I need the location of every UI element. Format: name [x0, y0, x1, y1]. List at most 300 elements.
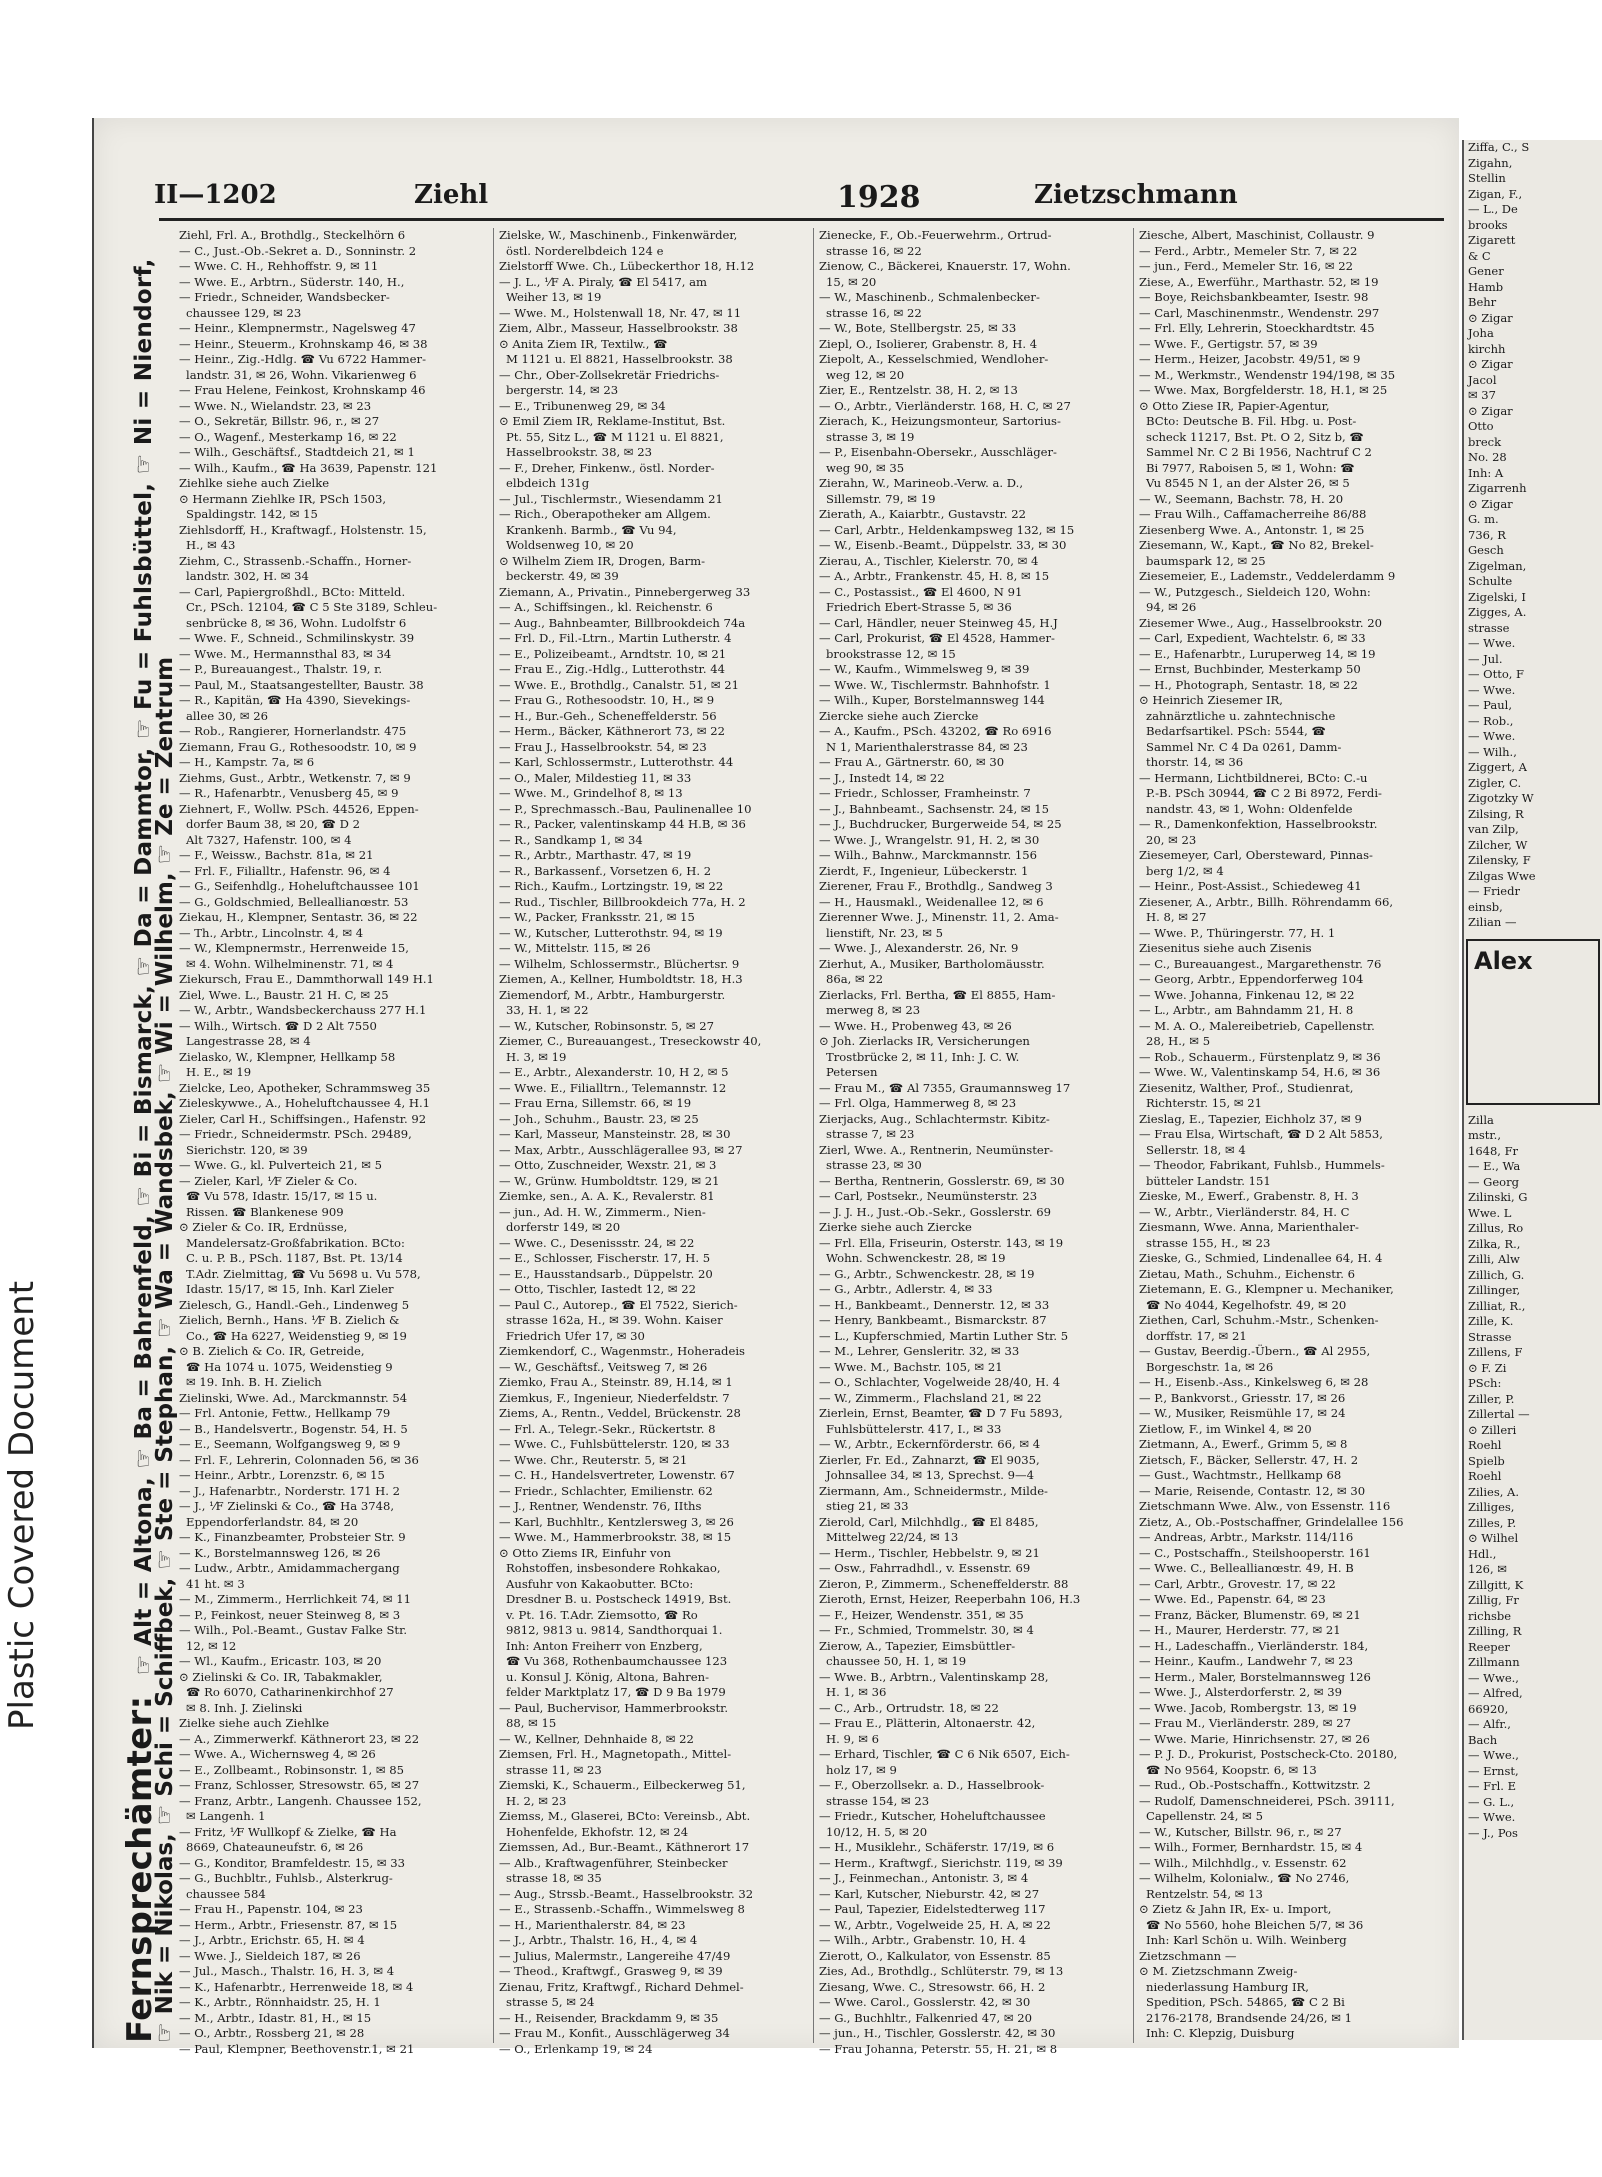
directory-entry: Inh: A: [1468, 465, 1504, 480]
directory-entry: ⊙ M. Zietzschmann Zweig-: [1139, 1964, 1298, 1978]
directory-entry: H. 8, ✉ 27: [1146, 910, 1207, 924]
directory-entry: — Wwe. M., Hammerbrookstr. 38, ✉ 15: [499, 1530, 732, 1544]
directory-entry: — Wwe. M., Hermannsthal 83, ✉ 34: [179, 646, 392, 661]
directory-entry: Zillich, G.: [1468, 1267, 1525, 1282]
directory-entry: Zilies, A.: [1468, 1484, 1520, 1499]
directory-entry: ✉ 19. Inh. B. H. Zielich: [186, 1375, 322, 1389]
directory-entry: ⊙ Joh. Zierlacks IR, Versicherungen: [819, 1034, 1030, 1048]
directory-entry: van Zilp,: [1468, 822, 1519, 836]
directory-entry: — jun., H., Tischler, Gosslerstr. 42, ✉ 30: [819, 2026, 1056, 2040]
directory-entry: ☎ Vu 368, Rothenbaumchaussee 123: [506, 1654, 728, 1668]
directory-entry: Hdl.,: [1468, 1546, 1497, 1561]
directory-entry: — Wilhelm, Kolonialw., ☎ No 2746,: [1139, 1871, 1350, 1885]
directory-entry: Zilles, P.: [1468, 1515, 1517, 1530]
directory-entry: — L., Arbtr., am Bahndamm 21, H. 8: [1139, 1003, 1354, 1017]
directory-entry: zahnärztliche u. zahntechnische: [1146, 708, 1336, 723]
directory-entry: baumspark 12, ✉ 25: [1146, 553, 1266, 568]
directory-entry: strasse 16, ✉ 22: [826, 305, 922, 320]
directory-entry: — Th., Arbtr., Lincolnstr. 4, ✉ 4: [179, 925, 364, 940]
directory-entry: — P., Eisenbahn-Obersekr., Ausschläger-: [819, 445, 1057, 459]
directory-entry: 86a, ✉ 22: [826, 972, 884, 986]
directory-entry: Ziesenberg Wwe. A., Antonstr. 1, ✉ 25: [1139, 522, 1365, 537]
directory-entry: — Wwe. C., Desenissstr. 24, ✉ 22: [499, 1235, 695, 1250]
directory-entry: — Wwe. Chr., Reuterstr. 5, ✉ 21: [499, 1452, 688, 1467]
directory-entry: — Frau M., Konfit., Ausschlägerweg 34: [499, 2026, 730, 2040]
directory-entry: 41 ht. ✉ 3: [186, 1576, 245, 1591]
directory-entry: 66920,: [1468, 1701, 1509, 1716]
directory-entry: Ziemen, A., Kellner, Humboldtstr. 18, H.3: [499, 972, 743, 986]
directory-entry: — J., Buchdrucker, Burgerweide 54, ✉ 25: [819, 817, 1062, 831]
directory-entry: — G. L.,: [1468, 1794, 1515, 1809]
directory-entry: — Otto, F: [1468, 667, 1525, 681]
directory-entry: — H., Reisender, Brackdamm 9, ✉ 35: [499, 2010, 719, 2025]
directory-entry: P.-B. PSch 30944, ☎ C 2 Bi 8972, Ferdi-: [1146, 786, 1382, 800]
directory-entry: — Wilh., Kaufm., ☎ Ha 3639, Papenstr. 121: [179, 460, 438, 475]
directory-entry: — Ludw., Arbtr., Amidammachergang: [179, 1561, 400, 1575]
directory-entry: — Wwe. C., Fuhlsbüttelerstr. 120, ✉ 33: [499, 1437, 730, 1451]
directory-entry: merweg 8, ✉ 23: [826, 1003, 921, 1017]
directory-entry: nandstr. 43, ✉ 1, Wohn: Oldenfelde: [1146, 801, 1353, 816]
directory-entry: ⊙ Otto Ziese IR, Papier-Agentur,: [1139, 398, 1330, 413]
directory-entry: — jun., Ad. H. W., Zimmerm., Nien-: [499, 1204, 706, 1219]
directory-entry: — O., Erlenkamp 19, ✉ 24: [499, 2041, 653, 2056]
directory-entry: ⊙ B. Zielich & Co. IR, Getreide,: [179, 1344, 365, 1358]
directory-entry: Zillus, Ro: [1468, 1221, 1524, 1235]
directory-entry: — Heinr., Steuerm., Krohnskamp 46, ✉ 38: [179, 336, 428, 351]
directory-entry: Zilcher, W: [1468, 837, 1528, 852]
directory-entry: Zielske, W., Maschinenb., Finkenwärder,: [499, 228, 738, 242]
directory-entry: — E., Seemann, Wolfgangsweg 9, ✉ 9: [179, 1437, 401, 1451]
directory-entry: Zielesch, G., Handl.-Geh., Lindenweg 5: [179, 1297, 410, 1312]
directory-entry: Wohn. Schwenckestr. 28, ✉ 19: [826, 1251, 1006, 1265]
directory-entry: — Wwe. C., Belleallianœstr. 49, H. B: [1139, 1561, 1354, 1575]
directory-entry: Zilsing, R: [1468, 806, 1524, 821]
directory-entry: Zienow, C., Bäckerei, Knauerstr. 17, Wohn.: [819, 259, 1071, 273]
directory-entry: Joha: [1468, 326, 1494, 340]
directory-entry: — K., Borstelmannsweg 126, ✉ 26: [179, 1545, 381, 1560]
directory-entry: Reeper: [1468, 1639, 1510, 1654]
directory-entry: ✉ 4. Wohn. Wilhelminenstr. 71, ✉ 4: [186, 956, 394, 971]
directory-entry: Ziehnert, F., Wollw. PSch. 44526, Eppen-: [179, 801, 419, 816]
directory-entry: — G., Konditor, Bramfeldestr. 15, ✉ 33: [179, 1855, 406, 1870]
directory-entry: — Boye, Reichsbankbeamter, Isestr. 98: [1139, 290, 1369, 304]
directory-entry: Roehl: [1468, 1438, 1502, 1452]
directory-entry: — Paul, Tapezier, Eidelstedterweg 117: [819, 1902, 1046, 1916]
directory-entry: Zillens, F: [1468, 1345, 1523, 1359]
directory-entry: — Frau M., ☎ Al 7355, Graumannsweg 17: [819, 1080, 1071, 1095]
directory-column-2: [499, 228, 807, 2056]
directory-entry: ⊙ Anita Ziem IR, Textilw., ☎: [499, 336, 668, 351]
directory-entry: einsb,: [1468, 899, 1503, 914]
directory-entry: Fuhlsbüttelerstr. 417, I., ✉ 33: [826, 1421, 1002, 1436]
directory-entry: breck: [1468, 434, 1502, 449]
directory-entry: Alt 7327, Hafenstr. 100, ✉ 4: [186, 832, 352, 847]
directory-entry: Capellenstr. 24, ✉ 5: [1146, 1809, 1263, 1823]
directory-entry: — Friedr., Schlosser, Framheinstr. 7: [819, 786, 1031, 800]
directory-entry: Zierener, Frau F., Brothdlg., Sandweg 3: [819, 879, 1053, 893]
directory-entry: Zielich, Bernh., Hans. ⅟F B. Zielich &: [179, 1313, 400, 1327]
directory-entry: — Frau Erna, Sillemstr. 66, ✉ 19: [499, 1096, 692, 1110]
directory-entry: 1648, Fr: [1468, 1143, 1519, 1158]
directory-entry: — Wilhelm, Schlossermstr., Blüchertsr. 9: [499, 956, 740, 971]
directory-entry: — C. H., Handelsvertreter, Lowenstr. 67: [499, 1468, 735, 1482]
directory-entry: — Wwe. Max, Borgfelderstr. 18, H.1, ✉ 25: [1139, 383, 1388, 397]
directory-entry: — H., Photograph, Sentastr. 18, ✉ 22: [1139, 677, 1358, 692]
directory-entry: — Wwe.: [1468, 1810, 1516, 1824]
directory-entry: — H., Bankbeamt., Dennerstr. 12, ✉ 33: [819, 1297, 1050, 1312]
directory-entry: Ziemann, Frau G., Rothesoodstr. 10, ✉ 9: [179, 739, 417, 754]
directory-entry: — Otto, Tischler, Iastedt 12, ✉ 22: [499, 1282, 697, 1296]
directory-entry: Zillinger,: [1468, 1283, 1521, 1297]
directory-entry: Ziermann, Am., Schneidermstr., Milde-: [819, 1483, 1048, 1498]
directory-entry: — Wwe. F., Schneid., Schmilinskystr. 39: [179, 631, 415, 645]
directory-entry: Eppendorferlandstr. 84, ✉ 20: [186, 1514, 359, 1529]
directory-entry: Sellerstr. 18, ✉ 4: [1146, 1142, 1246, 1157]
directory-entry: — Erhard, Tischler, ☎ C 6 Nik 6507, Eich-: [819, 1747, 1070, 1761]
directory-entry: Zillig, Fr: [1468, 1593, 1519, 1607]
directory-entry: Ziemski, K., Schauerm., Eilbeckerweg 51,: [499, 1778, 746, 1792]
page-header: [154, 180, 1444, 216]
directory-entry: — Wilh., Former, Bernhardstr. 15, ✉ 4: [1139, 1840, 1363, 1854]
directory-entry: — A., Schiffsingen., kl. Reichenstr. 6: [499, 600, 713, 614]
directory-entry: — E., Tribunenweg 29, ✉ 34: [499, 398, 666, 413]
directory-entry: Zilinski, G: [1468, 1190, 1528, 1204]
directory-entry: — Wilh.,: [1468, 744, 1517, 759]
directory-entry: — Chr., Ober-Zollsekretär Friedrichs-: [499, 367, 720, 382]
directory-entry: — Wwe. M., Bachstr. 105, ✉ 21: [819, 1359, 1003, 1374]
next-page-entries-bottom: [1464, 1113, 1602, 1842]
directory-entry: — J., Arbtr., Erichstr. 65, H. ✉ 4: [179, 1933, 365, 1947]
page-number: II—1202: [154, 180, 277, 210]
directory-entry: — Wwe. E., Arbtrn., Süderstr. 140, H.,: [179, 274, 405, 289]
directory-entry: 2176-2178, Brandsende 24/26, ✉ 1: [1146, 2010, 1352, 2025]
directory-entry: 126, ✉: [1468, 1562, 1507, 1576]
directory-entry: Ziemssen, Ad., Bur.-Beamt., Käthnerort 17: [499, 1840, 750, 1854]
directory-entry: — Wwe. J., Sieldeich 187, ✉ 26: [179, 1948, 361, 1963]
directory-entry: — E., Strassenb.-Schaffn., Wimmelsweg 8: [499, 1902, 745, 1916]
directory-entry: — L., Kupferschmied, Martin Luther Str. 5: [819, 1328, 1069, 1343]
directory-entry: Friedrich Ufer 17, ✉ 30: [506, 1328, 645, 1343]
directory-entry: — Frl. Antonie, Fettw., Hellkamp 79: [179, 1406, 391, 1420]
directory-entry: chaussee 129, ✉ 23: [186, 305, 302, 320]
directory-entry: ✉ Langenh. 1: [186, 1809, 266, 1823]
directory-entry: ⊙ Zietz & Jahn IR, Ex- u. Import,: [1139, 1902, 1332, 1916]
directory-entry: Inh: Anton Freiherr von Enzberg,: [506, 1638, 703, 1653]
directory-entry: Spedition, PSch. 54865, ☎ C 2 Bi: [1146, 1995, 1345, 2009]
directory-entry: Ziems, A., Rentn., Veddel, Brückenstr. 28: [499, 1406, 741, 1420]
directory-entry: Zierahn, W., Marineob.-Verw. a. D.,: [819, 476, 1024, 490]
directory-entry: — H., Ladeschaffn., Vierländerstr. 184,: [1139, 1638, 1369, 1653]
directory-entry: — Frau J., Hasselbrookstr. 54, ✉ 23: [499, 739, 707, 754]
directory-entry: ✉ 37: [1468, 388, 1496, 402]
directory-entry: — A., Zimmerwerkf. Käthnerort 23, ✉ 22: [179, 1731, 420, 1746]
directory-entry: — Fritz, ⅟F Wullkopf & Zielke, ☎ Ha: [179, 1824, 397, 1839]
directory-entry: — Wwe.: [1468, 729, 1516, 743]
directory-entry: — Friedr., Kutscher, Hoheluftchaussee: [819, 1809, 1046, 1823]
directory-entry: Bach: [1468, 1732, 1498, 1747]
directory-entry: Zigarrenh: [1468, 481, 1527, 495]
directory-entry: Zillmann: [1468, 1655, 1520, 1669]
directory-entry: — Carl, Postsekr., Neumünsterstr. 23: [819, 1189, 1038, 1203]
directory-entry: Zigarett: [1468, 233, 1516, 247]
directory-entry: Mandelersatz-Großfabrikation. BCto:: [186, 1235, 405, 1250]
directory-entry: — Georg, Arbtr., Eppendorferweg 104: [1139, 972, 1364, 986]
header-rule: [159, 218, 1444, 221]
directory-entry: Zierold, Carl, Milchhdlg., ☎ El 8485,: [819, 1514, 1039, 1529]
directory-entry: — J. L., ⅟F A. Piraly, ☎ El 5417, am: [499, 274, 708, 289]
directory-entry: ☎ Vu 578, Idastr. 15/17, ✉ 15 u.: [186, 1189, 378, 1203]
directory-entry: — Wwe. Carol., Gosslerstr. 42, ✉ 30: [819, 1995, 1031, 2009]
directory-entry: H. 1, ✉ 36: [826, 1685, 887, 1699]
directory-entry: — M., Lehrer, Gensleritr. 32, ✉ 33: [819, 1344, 1020, 1358]
directory-entry: Cr., PSch. 12104, ☎ C 5 Ste 3189, Schleu-: [186, 600, 438, 614]
directory-entry: 15, ✉ 20: [826, 274, 877, 289]
directory-entry: strasse 155, H., ✉ 23: [1146, 1235, 1271, 1250]
directory-entry: Zieleskywwe., A., Hoheluftchaussee 4, H.1: [179, 1096, 431, 1110]
directory-entry: — E., Polizeibeamt., Arndtstr. 10, ✉ 21: [499, 646, 727, 661]
directory-entry: Ziehm, C., Strassenb.-Schaffn., Horner-: [179, 553, 412, 568]
directory-entry: — J., Pos: [1468, 1825, 1518, 1840]
directory-entry: Zigler, C.: [1468, 775, 1522, 790]
directory-entry: — H., Musiklehr., Schäferstr. 17/19, ✉ 6: [819, 1840, 1055, 1854]
directory-entry: Zietlow, F., im Winkel 4, ✉ 20: [1139, 1421, 1312, 1436]
directory-entry: Zigan, F.,: [1468, 186, 1523, 201]
directory-entry: — Andreas, Arbtr., Markstr. 114/116: [1139, 1530, 1354, 1544]
directory-entry: — J., Arbtr., Thalstr. 16, H., 4, ✉ 4: [499, 1933, 698, 1947]
directory-entry: Zilla: [1468, 1112, 1494, 1127]
directory-entry: H. 3, ✉ 19: [506, 1049, 567, 1064]
directory-entry: — M., Arbtr., Idastr. 81, H., ✉ 15: [179, 2010, 372, 2025]
directory-entry: ⊙ Hermann Ziehlke IR, PSch 1503,: [179, 491, 387, 506]
directory-entry: — Frl. Ella, Friseurin, Osterstr. 143, ✉ 19: [819, 1235, 1064, 1250]
directory-entry: — Heinr., Zig.-Hdlg. ☎ Vu 6722 Hammer-: [179, 352, 427, 366]
directory-entry: — Frl. D., Fil.-Ltrn., Martin Lutherstr. 4: [499, 631, 732, 645]
directory-entry: Zigahn,: [1468, 155, 1513, 170]
directory-entry: ⊙ Zigar: [1468, 357, 1513, 371]
directory-entry: Zierlacks, Frl. Bertha, ☎ El 8855, Ham-: [819, 987, 1056, 1002]
directory-entry: strasse 18, ✉ 35: [506, 1871, 602, 1885]
directory-entry: ⊙ F. Zi: [1468, 1360, 1507, 1375]
directory-entry: — O., Wagenf., Mesterkamp 16, ✉ 22: [179, 429, 397, 444]
directory-entry: Strasse: [1468, 1329, 1512, 1344]
directory-entry: ☎ No 4044, Kegelhofstr. 49, ✉ 20: [1146, 1297, 1347, 1312]
directory-entry: 20, ✉ 23: [1146, 832, 1197, 847]
directory-entry: Ziemann, A., Privatin., Pinnebergerweg 33: [499, 584, 751, 599]
directory-entry: — Franz, Arbtr., Langenh. Chaussee 152,: [179, 1793, 422, 1808]
directory-entry: — J., Rentner, Wendenstr. 76, IIths: [499, 1499, 702, 1513]
directory-entry: — W., Klempnermstr., Herrenweide 15,: [179, 941, 409, 955]
directory-entry: Behr: [1468, 295, 1497, 309]
directory-entry: — Friedr., Schneider, Wandsbecker-: [179, 290, 390, 304]
directory-entry: — Jul.: [1468, 651, 1503, 666]
directory-entry: Richterstr. 15, ✉ 21: [1146, 1096, 1262, 1110]
directory-entry: brookstrasse 12, ✉ 15: [826, 646, 956, 661]
directory-entry: Zielcke, Leo, Apotheker, Schrammsweg 35: [179, 1080, 431, 1095]
directory-entry: Woldsenweg 10, ✉ 20: [506, 538, 634, 552]
binding-margin: [0, 0, 88, 2177]
directory-entry: Zieroth, Ernst, Heizer, Reeperbahn 106, H.3: [819, 1592, 1081, 1606]
directory-entry: — Wwe. W., Valentinskamp 54, H.6, ✉ 36: [1139, 1065, 1381, 1079]
directory-entry: G. m.: [1468, 512, 1499, 526]
directory-entry: ⊙ Wilhelm Ziem IR, Drogen, Barm-: [499, 553, 706, 568]
header-left-word: Ziehl: [414, 180, 489, 210]
directory-entry: — Frl. A., Telegr.-Sekr., Rückertstr. 8: [499, 1421, 716, 1436]
directory-entry: — Wilh., Kuper, Borstelmannsweg 144: [819, 693, 1045, 707]
directory-entry: Zilliat, R.,: [1468, 1298, 1526, 1313]
directory-entry: — Theodor, Fabrikant, Fuhlsb., Hummels-: [1139, 1158, 1385, 1172]
directory-entry: strasse 7, ✉ 23: [826, 1127, 915, 1141]
directory-entry: — Wwe. H., Probenweg 43, ✉ 26: [819, 1018, 1012, 1033]
directory-entry: Zienau, Fritz, Kraftwgf., Richard Dehmel-: [499, 1979, 744, 1994]
directory-page: [92, 118, 1459, 2056]
directory-entry: Hamb: [1468, 279, 1504, 294]
directory-entry: Zietschmann Wwe. Alw., von Essenstr. 116: [1139, 1499, 1391, 1513]
directory-entry: — O., Maler, Mildestieg 11, ✉ 33: [499, 770, 692, 785]
directory-entry: — G., Arbtr., Adlerstr. 4, ✉ 33: [819, 1282, 993, 1296]
directory-entry: niederlassung Hamburg IR,: [1146, 1979, 1309, 1994]
directory-entry: — Wwe.: [1468, 636, 1516, 650]
directory-entry: Zillertal —: [1468, 1407, 1530, 1421]
directory-entry: — Paul C., Autorep., ☎ El 7522, Sierich-: [499, 1297, 738, 1312]
directory-entry: — Karl, Schlossermstr., Lutterothstr. 44: [499, 755, 734, 769]
directory-entry: — E., Hausstandsarb., Düppelstr. 20: [499, 1266, 713, 1281]
directory-entry: — Herm., Tischler, Hebbelstr. 9, ✉ 21: [819, 1545, 1040, 1560]
directory-entry: — M. A. O., Malereibetrieb, Capellenstr.: [1139, 1018, 1375, 1033]
directory-columns: [179, 228, 1449, 2056]
directory-entry: Sammel Nr. C 4 Da 0261, Damm-: [1146, 739, 1342, 754]
directory-entry: Spaldingstr. 142, ✉ 15: [186, 507, 318, 521]
directory-entry: — C., Postschaffn., Steilshooperstr. 161: [1139, 1545, 1371, 1560]
exchange-legend: [114, 258, 178, 2048]
directory-entry: Zieron, P., Zimmerm., Scheneffelderstr. 88: [819, 1576, 1069, 1591]
directory-entry: — Bertha, Rentnerin, Gosslerstr. 69, ✉ 30: [819, 1173, 1065, 1188]
directory-entry: — W., Arbtr., Wandsbeckerchauss 277 H.1: [179, 1003, 427, 1017]
directory-entry: ⊙ Zigar: [1468, 403, 1513, 418]
directory-entry: Co., ☎ Ha 6227, Weidenstieg 9, ✉ 19: [186, 1328, 407, 1343]
directory-entry: Ziepl, O., Isolierer, Grabenstr. 8, H. 4: [819, 336, 1038, 351]
directory-entry: — Wwe. J., Wrangelstr. 91, H. 2, ✉ 30: [819, 832, 1040, 847]
directory-entry: Zielasko, W., Klempner, Hellkamp 58: [179, 1049, 396, 1064]
directory-entry: Hohenfelde, Ekhofstr. 12, ✉ 24: [506, 1824, 689, 1839]
directory-entry: — Herm., Kraftwgf., Sierichstr. 119, ✉ 39: [819, 1855, 1063, 1870]
directory-entry: Sammel Nr. C 2 Bi 1956, Nachtruf C 2: [1146, 445, 1372, 459]
directory-entry: Ziemer, C., Bureauangest., Treseckowstr 40,: [499, 1034, 762, 1048]
directory-entry: — Heinr., Klempnermstr., Nagelsweg 47: [179, 321, 416, 335]
directory-entry: — Frau E., Zig.-Hdlg., Lutterothstr. 44: [499, 662, 725, 676]
directory-entry: u. Konsul J. König, Altona, Bahren-: [506, 1669, 710, 1684]
directory-entry: Ziese, A., Ewerführ., Marthastr. 52, ✉ 19: [1139, 274, 1379, 289]
directory-entry: Zienecke, F., Ob.-Feuerwehrm., Ortrud-: [819, 228, 1052, 242]
directory-entry: Ziesemann, W., Kapt., ☎ No 82, Brekel-: [1139, 538, 1374, 552]
directory-entry: — A., Arbtr., Frankenstr. 45, H. 8, ✉ 15: [819, 569, 1050, 583]
directory-entry: — W., Grünw. Humboldtstr. 129, ✉ 21: [499, 1173, 720, 1188]
directory-entry: — W., Bote, Stellbergstr. 25, ✉ 33: [819, 321, 1017, 335]
directory-entry: Ziehlsdorff, H., Kraftwagf., Holstenstr. 15,: [179, 522, 427, 537]
header-year: 1928: [837, 180, 921, 215]
directory-entry: — E., Zollbeamt., Robinsonstr. 1, ✉ 85: [179, 1762, 405, 1777]
directory-entry: — P., Sprechmassch.-Bau, Paulinenallee 10: [499, 801, 752, 816]
directory-entry: Ziehl, Frl. A., Brothdlg., Steckelhörn 6: [179, 228, 406, 242]
directory-entry: H. E., ✉ 19: [186, 1065, 252, 1079]
directory-entry: — Wwe. C. H., Rehhoffstr. 9, ✉ 11: [179, 259, 379, 273]
directory-entry: — Alfred,: [1468, 1686, 1523, 1700]
directory-entry: Dresdner B. u. Postscheck 14919, Bst.: [506, 1592, 732, 1606]
directory-entry: — Carl, Arbtr., Heldenkampsweg 132, ✉ 15: [819, 522, 1075, 537]
directory-entry: richsbe: [1468, 1608, 1512, 1623]
directory-entry: Zierenner Wwe. J., Minenstr. 11, 2. Ama-: [819, 910, 1059, 924]
directory-entry: 88, ✉ 15: [506, 1716, 557, 1730]
directory-entry: — G., Seifenhdlg., Hoheluftchaussee 101: [179, 879, 420, 893]
directory-entry: Ziesener, A., Arbtr., Billh. Röhrendamm 66,: [1139, 894, 1394, 909]
directory-entry: — Friedr: [1468, 884, 1520, 898]
directory-entry: strasse 5, ✉ 24: [506, 1995, 595, 2009]
directory-entry: — Frau M., Vierländerstr. 289, ✉ 27: [1139, 1716, 1351, 1730]
directory-entry: — C., Postassist., ☎ El 4600, N 91: [819, 584, 1023, 599]
directory-entry: dorfer Baum 38, ✉ 20, ☎ D 2: [186, 817, 361, 831]
directory-entry: — Friedr., Schneidermstr. PSch. 29489,: [179, 1127, 412, 1141]
directory-entry: ⊙ Zieler & Co. IR, Erdnüsse,: [179, 1220, 348, 1234]
directory-entry: Hasselbrookstr. 38, ✉ 23: [506, 445, 652, 459]
directory-entry: C. u. P. B., PSch. 1187, Bst. Pt. 13/14: [186, 1251, 403, 1265]
directory-entry: — Carl, Expedient, Wachtelstr. 6, ✉ 33: [1139, 631, 1366, 645]
directory-entry: strasse 162a, H., ✉ 39. Wohn. Kaiser: [506, 1313, 723, 1327]
directory-entry: — H., Eisenb.-Ass., Kinkelsweg 6, ✉ 28: [1139, 1375, 1369, 1389]
directory-entry: — Wwe.,: [1468, 1670, 1519, 1685]
directory-entry: Zieslag, E., Tapezier, Eichholz 37, ✉ 9: [1139, 1111, 1362, 1126]
directory-entry: — Rudolf, Damenschneiderei, PSch. 39111,: [1139, 1793, 1395, 1808]
directory-entry: Zierler, Fr. Ed., Zahnarzt, ☎ El 9035,: [819, 1452, 1040, 1467]
directory-entry: — H., Hausmakl., Weidenallee 12, ✉ 6: [819, 894, 1044, 909]
directory-entry: — Alb., Kraftwagenführer, Steinbecker: [499, 1855, 728, 1870]
directory-entry: Zierhut, A., Musiker, Bartholomäusstr.: [819, 956, 1045, 971]
directory-entry: M 1121 u. El 8821, Hasselbrookstr. 38: [506, 352, 733, 366]
directory-entry: weg 12, ✉ 20: [826, 367, 905, 382]
directory-entry: — O., Arbtr., Rossberg 21, ✉ 28: [179, 2026, 365, 2040]
directory-entry: Sillemstr. 79, ✉ 19: [826, 491, 936, 506]
directory-entry: Ziekursch, Frau E., Dammthorwall 149 H.1: [179, 972, 434, 986]
directory-entry: 12, ✉ 12: [186, 1638, 237, 1653]
directory-entry: Rohstoffen, insbesondere Rohkakao,: [506, 1561, 721, 1575]
directory-entry: ☎ Ha 1074 u. 1075, Weidenstieg 9: [186, 1359, 393, 1374]
directory-entry: holz 17, ✉ 9: [826, 1762, 897, 1777]
directory-entry: ⊙ Zigar: [1468, 496, 1513, 511]
directory-entry: — W., Arbtr., Eckernförderstr. 66, ✉ 4: [819, 1437, 1041, 1451]
directory-entry: — Rob.,: [1468, 713, 1514, 728]
directory-entry: Gesch: [1468, 543, 1504, 557]
directory-entry: — J., Instedt 14, ✉ 22: [819, 770, 945, 785]
directory-entry: Petersen: [826, 1065, 878, 1079]
directory-entry: — R., Sandkamp 1, ✉ 34: [499, 832, 643, 847]
directory-entry: — H., Maurer, Herderstr. 77, ✉ 21: [1139, 1623, 1341, 1637]
directory-entry: Jacol: [1468, 372, 1497, 387]
directory-entry: Zigelski, I: [1468, 589, 1526, 604]
directory-entry: weg 90, ✉ 35: [826, 460, 905, 475]
directory-entry: — Frl. E: [1468, 1779, 1517, 1793]
directory-entry: — J., Bahnbeamt., Sachsenstr. 24, ✉ 15: [819, 801, 1049, 816]
directory-entry: Zietau, Math., Schuhm., Eichenstr. 6: [1139, 1266, 1355, 1281]
directory-entry: — C., Just.-Ob.-Sekret a. D., Sonninstr. 2: [179, 243, 417, 258]
directory-entry: scheck 11217, Bst. Pt. O 2, Sitz b, ☎: [1146, 429, 1364, 444]
directory-entry: — O., Arbtr., Vierländerstr. 168, H. C, ✉ 27: [819, 398, 1071, 413]
directory-entry: Ziesenitz, Walther, Prof., Studienrat,: [1139, 1080, 1354, 1095]
directory-entry: Zigges, A.: [1468, 605, 1527, 619]
directory-entry: — O., Sekretär, Billstr. 96, r., ✉ 27: [179, 414, 380, 428]
directory-entry: kirchh: [1468, 341, 1506, 356]
directory-entry: — R., Hafenarbtr., Venusberg 45, ✉ 9: [179, 786, 399, 800]
column-divider: [1133, 228, 1134, 2043]
exchange-legend-title: Fernsprechämter:: [120, 1695, 160, 2043]
directory-entry: H. 9, ✉ 6: [826, 1731, 880, 1746]
